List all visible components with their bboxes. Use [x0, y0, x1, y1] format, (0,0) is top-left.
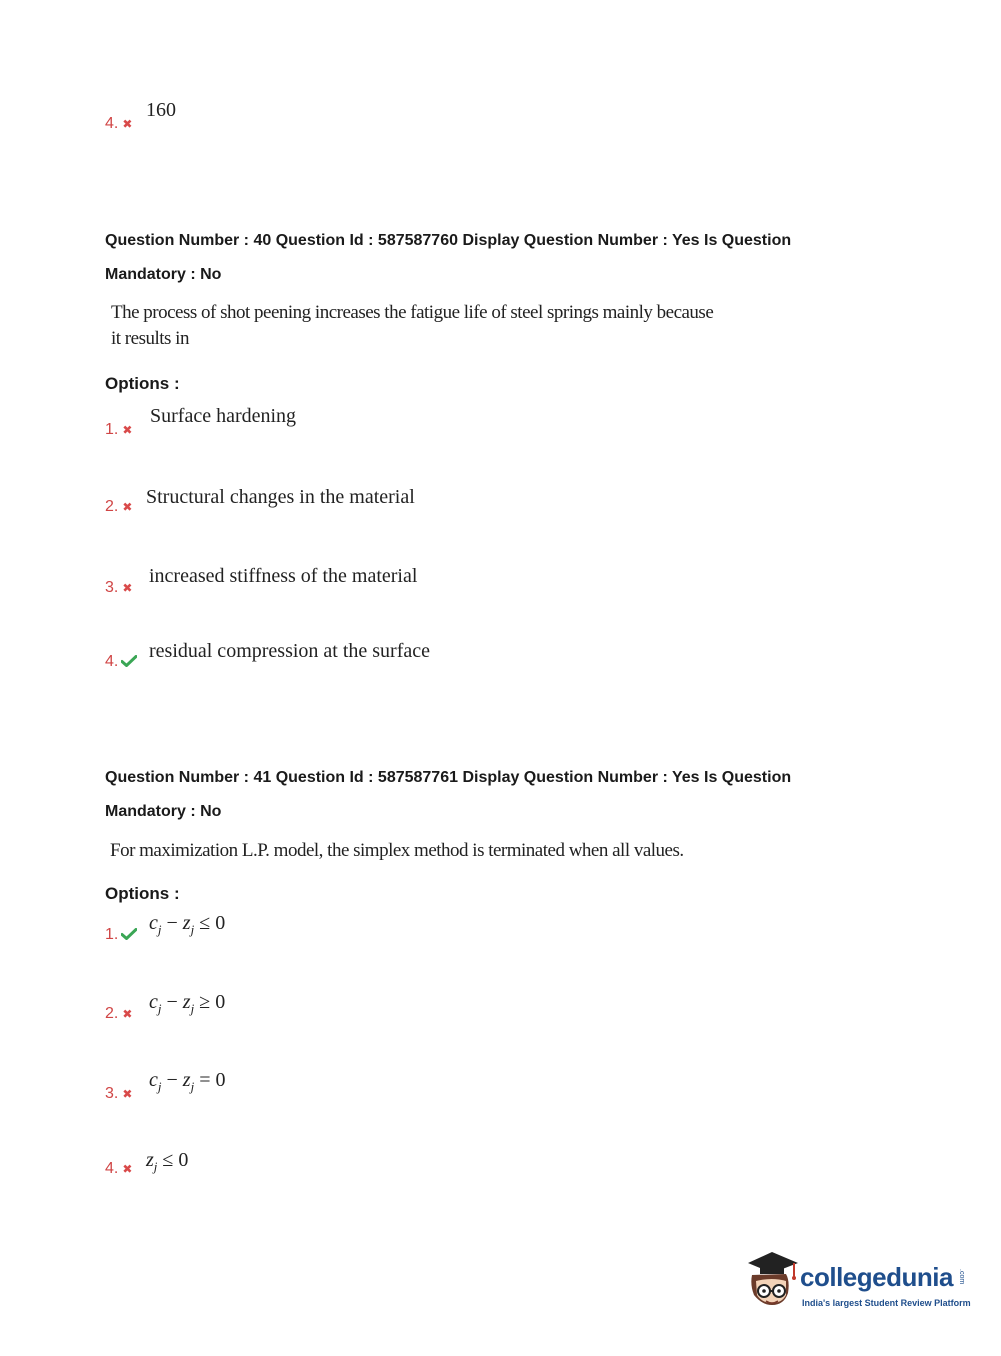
question-header: Question Number : 41 Question Id : 587587761 Display Question Number : Yes Is Question [105, 769, 792, 786]
wrong-icon: ✖ [122, 500, 133, 514]
wrong-icon: ✖ [122, 1087, 133, 1101]
question-text-line: it results in [111, 328, 189, 349]
mascot-icon [742, 1249, 804, 1319]
option-formula: $c_j - z_j \le 0$ [149, 912, 226, 937]
wrong-icon: ✖ [122, 423, 133, 437]
option-formula: $z_j \le 0$ [146, 1149, 189, 1174]
option-number: 2. ✖ [105, 1005, 133, 1022]
question-text-line: The process of shot peening increases the fatigue life of steel springs mainly because [111, 302, 714, 323]
options-label: Options : [105, 884, 180, 903]
wrong-icon: ✖ [122, 117, 133, 131]
collegedunia-logo [742, 1249, 972, 1319]
option-number: 2. ✖ [105, 498, 133, 515]
option-number: 4. ✖ [105, 1160, 133, 1177]
logo-wordmark: collegedunia [800, 1262, 953, 1292]
options-label: Options : [105, 374, 180, 393]
option-formula: $c_j - z_j = 0$ [149, 1069, 226, 1094]
question-text [111, 300, 713, 352]
question-mandatory: Mandatory : No [105, 803, 222, 820]
option-text: increased stiffness of the material [149, 565, 418, 587]
check-icon [121, 655, 137, 667]
wrong-icon: ✖ [122, 581, 133, 595]
option-text: 160 [146, 99, 176, 121]
option-text: Surface hardening [150, 405, 297, 427]
question-mandatory: Mandatory : No [105, 266, 222, 283]
question-header: Question Number : 40 Question Id : 587587760 Display Question Number : Yes Is Question [105, 232, 792, 249]
wrong-icon: ✖ [122, 1162, 133, 1176]
option-text: Structural changes in the material [146, 486, 415, 508]
option-formula: $c_j - z_j \ge 0$ [149, 991, 226, 1016]
check-icon [121, 928, 137, 940]
option-number: 1. [105, 927, 137, 943]
option-number: 4. [105, 654, 137, 670]
option-number: 1. ✖ [105, 421, 133, 438]
option-number: 3. ✖ [105, 1085, 133, 1102]
question-text: For maximization L.P. model, the simplex method is terminated when all values. [110, 840, 684, 861]
logo-dotcom: .com [958, 1269, 965, 1285]
logo-tagline: India's largest Student Review Platform [802, 1298, 971, 1308]
wrong-icon: ✖ [122, 1007, 133, 1021]
option-number: 3. ✖ [105, 579, 133, 596]
option-number: 4. ✖ [105, 115, 133, 132]
option-text: residual compression at the surface [149, 640, 431, 662]
